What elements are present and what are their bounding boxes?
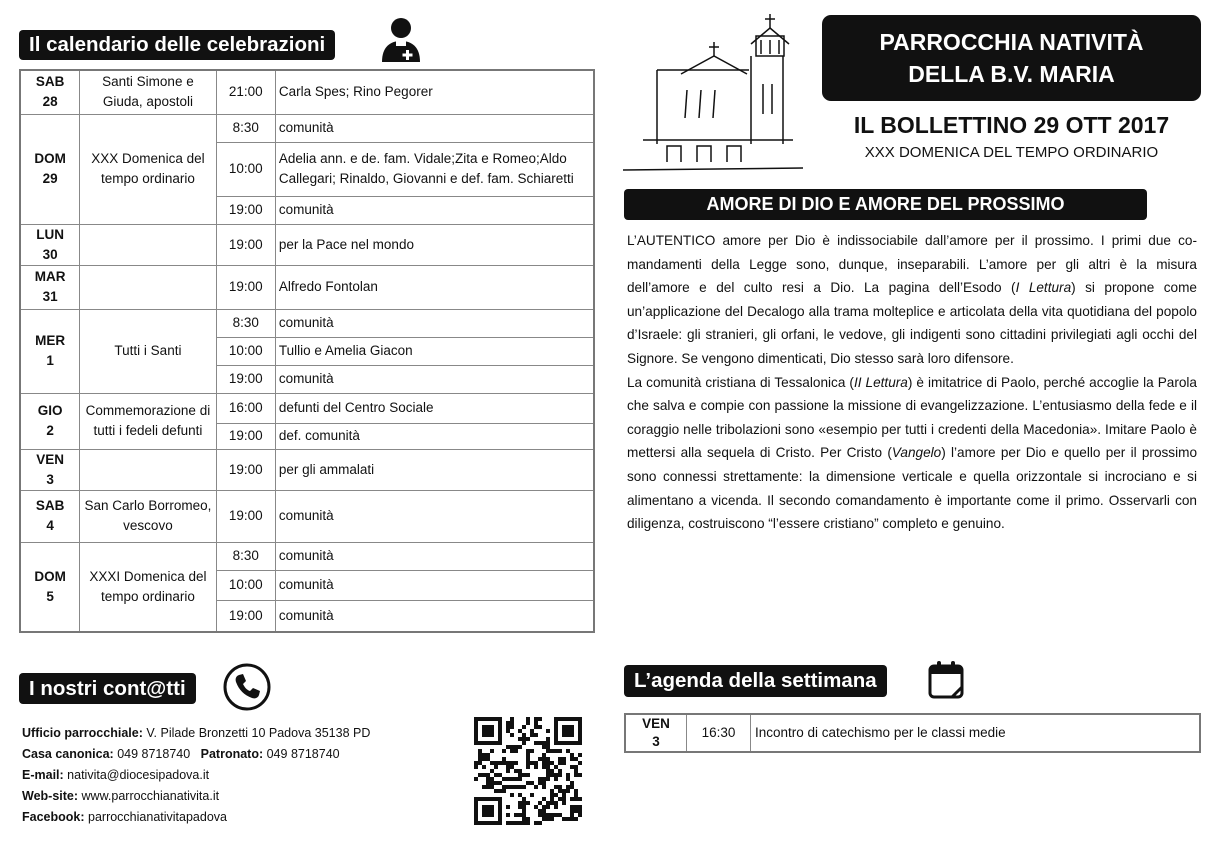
calendar-time: 19:00: [216, 490, 275, 542]
calendar-celebration: San Carlo Borromeo, vescovo: [80, 490, 216, 542]
calendar-time: 21:00: [216, 70, 275, 114]
celebrations-table-body: [20, 70, 594, 632]
calendar-day-cell: [20, 309, 80, 393]
calendar-day-name: VEN: [36, 451, 64, 467]
calendar-day-name: LUN: [36, 226, 64, 242]
calendar-time: 19:00: [216, 196, 275, 224]
article-heading: AMORE DI DIO E AMORE DEL PROSSIMO: [624, 189, 1147, 220]
calendar-day-cell: [20, 393, 80, 449]
office-line: Ufficio parrocchiale: V. Pilade Bronzetti 10 Padova 35138 PD: [22, 726, 371, 740]
calendar-day-cell: [20, 265, 80, 309]
calendar-time: 8:30: [216, 309, 275, 337]
article-paragraph-1: L’AUTENTICO amore per Dio è indissociabile dall’amore per il prossimo. I primi due comandamenti della Legge sono, dunque, inseparabili. L’amore per gli altri è la misura dell’amore e del culto resi a Dio. La pagina dell’Esodo (I Lettura) si propone come un’applicazione del Decalogo alla trama molteplice e articolata della vita quotidiana del popolo d’Israele: gli stranieri, gli orfani, le vedove, gli indigenti sono cittadini privilegiati agli occhi del Signore. Se vengono dimenticati, Dio stesso sarà loro difensore.: [627, 233, 1197, 366]
email-link[interactable]: nativita@diocesipadova.it: [67, 768, 210, 782]
calendar-row: [20, 449, 594, 490]
agenda-time: 16:30: [687, 714, 751, 752]
calendar-day-number: 1: [46, 353, 54, 368]
calendar-time: 10:00: [216, 337, 275, 365]
parish-name-box: [822, 15, 1201, 101]
priest-icon: [380, 15, 422, 63]
calendar-row: [20, 70, 594, 114]
contacts-list: [22, 723, 452, 828]
sunday-subtitle: XXX DOMENICA DEL TEMPO ORDINARIO: [864, 144, 1159, 161]
calendar-time: 19:00: [216, 365, 275, 393]
facebook-link[interactable]: parrocchianativitapadova: [88, 810, 227, 824]
calendar-row: [20, 224, 594, 265]
calendar-celebration: [80, 224, 216, 265]
calendar-day-number: 2: [46, 423, 54, 438]
article-body: [627, 229, 1197, 536]
calendar-celebration: Tutti i Santi: [80, 309, 216, 393]
parish-name-line1: PARROCCHIA NATIVITÀ: [879, 29, 1144, 55]
agenda-day-number: 3: [652, 734, 660, 749]
calendar-intention: per la Pace nel mondo: [275, 224, 594, 265]
calendar-celebration: Santi Simone e Giuda, apostoli: [80, 70, 216, 114]
facebook-line: Facebook: parrocchianativitapadova: [22, 810, 227, 824]
agenda-row: [625, 714, 1200, 752]
calendar-day-name: SAB: [35, 498, 65, 513]
calendar-day-number: 3: [46, 471, 54, 487]
calendar-intention: per gli ammalati: [275, 449, 594, 490]
calendar-intention: comunità: [275, 365, 594, 393]
agenda-day-cell: [625, 714, 687, 752]
calendar-time: 19:00: [216, 265, 275, 309]
celebrations-table: [19, 69, 595, 633]
calendar-celebration: XXX Domenica del tempo ordinario: [80, 114, 216, 224]
calendar-intention: comunità: [275, 600, 594, 632]
calendar-time: 19:00: [216, 423, 275, 449]
calendar-intention: def. comunità: [275, 423, 594, 449]
calendar-row: [20, 309, 594, 337]
calendar-day-number: 29: [42, 171, 58, 186]
contacts-heading: I nostri cont@tti: [19, 673, 196, 704]
calendar-celebration: Commemorazione di tutti i fedeli defunti: [80, 393, 216, 449]
calendar-time: 10:00: [216, 142, 275, 196]
calendar-day-name: DOM: [34, 568, 66, 584]
calendar-intention: Carla Spes; Rino Pegorer: [275, 70, 594, 114]
calendar-day-cell: [20, 490, 80, 542]
calendar-intention: comunità: [275, 542, 594, 570]
calendar-intention: Alfredo Fontolan: [275, 265, 594, 309]
calendar-row: [20, 393, 594, 423]
calendar-row: [20, 265, 594, 309]
calendar-time: 19:00: [216, 449, 275, 490]
calendar-intention: defunti del Centro Sociale: [275, 393, 594, 423]
calendar-heading: Il calendario delle celebrazioni: [19, 30, 335, 60]
agenda-table: [624, 713, 1201, 753]
calendar-day-name: MER: [35, 333, 66, 348]
calendar-day-number: 31: [42, 289, 58, 304]
calendar-icon: [927, 660, 965, 700]
calendar-time: 10:00: [216, 570, 275, 600]
agenda-heading: L’agenda della settimana: [624, 665, 887, 697]
calendar-intention: Adelia ann. e de. fam. Vidale;Zita e Romeo;Aldo Callegari; Rinaldo, Giovanni e def. fam. Schiaretti: [275, 142, 594, 196]
calendar-day-number: 30: [42, 246, 58, 262]
calendar-celebration: XXXI Domenica del tempo ordinario: [80, 542, 216, 632]
calendar-celebration: [80, 449, 216, 490]
calendar-row: [20, 114, 594, 142]
church-logo: [623, 14, 803, 174]
calendar-time: 8:30: [216, 542, 275, 570]
calendar-row: [20, 490, 594, 542]
qr-code: [474, 717, 582, 825]
calendar-time: 16:00: [216, 393, 275, 423]
calendar-intention: comunità: [275, 114, 594, 142]
calendar-day-name: SAB: [35, 74, 65, 90]
agenda-table-body: [625, 714, 1200, 752]
calendar-day-name: DOM: [34, 151, 66, 166]
calendar-day-number: 5: [46, 588, 54, 604]
calendar-intention: comunità: [275, 570, 594, 600]
calendar-day-cell: [20, 224, 80, 265]
bulletin-title: IL BOLLETTINO 29 OTT 2017: [853, 112, 1170, 138]
calendar-intention: comunità: [275, 490, 594, 542]
calendar-day-name: GIO: [37, 403, 63, 418]
calendar-day-number: 4: [46, 518, 54, 533]
email-line: E-mail: nativita@diocesipadova.it: [22, 768, 210, 782]
calendar-intention: Tullio e Amelia Giacon: [275, 337, 594, 365]
phones-line: Casa canonica: 049 8718740 Patronato: 049 8718740: [22, 747, 340, 761]
website-link[interactable]: www.parrocchianativita.it: [81, 789, 220, 803]
phone-icon: [222, 662, 272, 712]
calendar-intention: comunità: [275, 309, 594, 337]
calendar-time: 19:00: [216, 224, 275, 265]
article-paragraph-2: La comunità cristiana di Tessalonica (II Lettura) è imitatrice di Paolo, perché accoglie la Parola che salva e compie con passione la missione di evangelizzazione. L’entusiasmo della fede e il coraggio nelle tribolazioni sono «esempio per tutti i credenti della Macedonia». Imitare Paolo è mettersi alla sequela di Cristo. Per Cristo (Vangelo) l’amore per Dio e quello per il prossimo sono connessi strettamente: la dimensione verticale e quella orizzontale si incrociano e si alimentano a vicenda. Il secondo comandamento è importante come il primo. Osservarli con diligenza, costruiscono “l’essere cristiano” completo e genuino.: [627, 374, 1198, 532]
agenda-day-name: VEN: [642, 716, 670, 731]
calendar-day-cell: [20, 449, 80, 490]
calendar-celebration: [80, 265, 216, 309]
web-line: Web-site: www.parrocchianativita.it: [22, 789, 220, 803]
calendar-day-cell: [20, 542, 80, 632]
calendar-day-number: 28: [42, 94, 58, 110]
calendar-time: 8:30: [216, 114, 275, 142]
calendar-day-cell: [20, 70, 80, 114]
agenda-event: Incontro di catechismo per le classi medie: [751, 714, 1201, 752]
calendar-day-name: MAR: [34, 269, 66, 284]
calendar-day-cell: [20, 114, 80, 224]
calendar-row: [20, 542, 594, 570]
calendar-intention: comunità: [275, 196, 594, 224]
calendar-time: 19:00: [216, 600, 275, 632]
parish-name-line2: DELLA B.V. MARIA: [908, 61, 1115, 87]
